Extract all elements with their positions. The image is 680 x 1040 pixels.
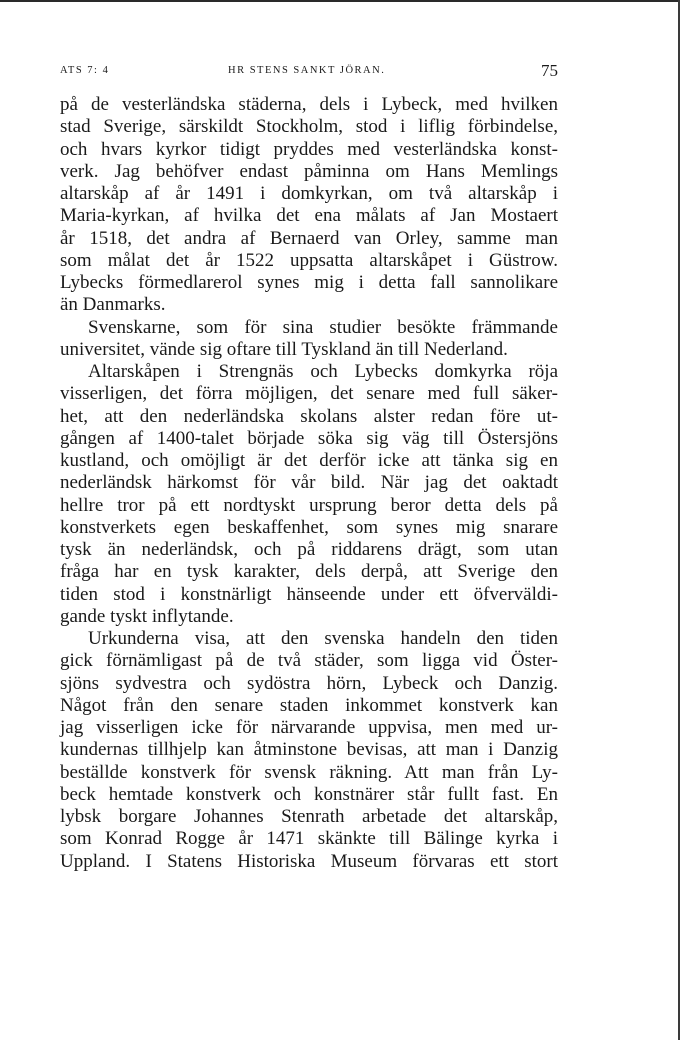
text-line: Något från den senare staden inkommet konstverk kan [60, 694, 558, 716]
page-number: 75 [541, 61, 558, 80]
text-line: tiden stod i konstnärligt hänseende under ett öfverväldi- [60, 583, 558, 605]
text-line: verk. Jag behöfver endast påminna om Hans Memlings [60, 160, 558, 182]
text-line: gick förnämligast på de två städer, som ligga vid Öster- [60, 650, 558, 672]
header-title: HR STENS SANKT JÖRAN. [228, 65, 386, 76]
running-header [60, 62, 558, 82]
text-line: fråga har en tysk karakter, dels derpå, att Sverige den [60, 561, 558, 583]
text-line: universitet, vände sig oftare till Tyskland än till Nederland. [60, 338, 508, 360]
text-line: jag visserligen icke för närvarande uppvisa, men med ur- [60, 717, 558, 738]
text-line: och hvars kyrkor tidigt pryddes med vesterländska konst- [60, 138, 558, 160]
text-line: som målat det år 1522 uppsatta altarskåpet i Güstrow. [60, 249, 558, 271]
text-line: altarskåp af år 1491 i domkyrkan, om två altarskåp i [60, 183, 558, 204]
text-line: sjöns sydvestra och sydöstra hörn, Lybeck och Danzig. [60, 672, 558, 694]
text-line: nederländsk härkomst för vår bild. När jag det oaktadt [60, 472, 558, 494]
text-line: konstverkets egen beskaffenhet, som synes mig snarare [60, 516, 558, 538]
text-line: het, att den nederländska skolans alster redan före ut- [60, 405, 558, 427]
text-line: tysk än nederländsk, och på riddarens drägt, som utan [60, 539, 558, 560]
text-line: visserligen, det förra möjligen, det senare med full säker- [60, 383, 558, 405]
text-line: Lybecks förmedlarerol synes mig i detta fall sannolikare [60, 272, 558, 293]
text-line: hellre tror på ett nordtyskt ursprung beror detta dels på [60, 494, 558, 516]
text-line: lybsk borgare Johannes Stenrath arbetade det altarskåp, [60, 806, 558, 827]
header-journal-ref: ATS 7: 4 [60, 65, 110, 76]
text-line: som Konrad Rogge år 1471 skänkte till Bälinge kyrka i [60, 828, 558, 850]
text-line: beck hemtade konstverk och konstnärer står fullt fast. En [60, 783, 558, 805]
text-line: år 1518, det andra af Bernaerd van Orley, samme man [60, 227, 558, 249]
text-line: kundernas tillhjelp kan åtminstone bevisas, att man i Danzig [60, 739, 558, 761]
paragraph-first-line: Urkunderna visa, att den svenska handeln den tiden [88, 628, 558, 649]
scan-border-top [0, 0, 680, 2]
paragraph-first-line: Svenskarne, som för sina studier besökte främmande [88, 316, 558, 338]
text-line: på de vesterländska städerna, dels i Lybeck, med hvilken [60, 94, 558, 115]
body-text [60, 94, 558, 873]
text-line: stad Sverige, särskildt Stockholm, stod i liflig förbindelse, [60, 116, 558, 138]
text-line: kustland, och omöjligt är det derför icke att tänka sig en [60, 450, 558, 471]
paragraph-first-line: Altarskåpen i Strengnäs och Lybecks domkyrka röja [88, 361, 558, 382]
text-line: Uppland. I Statens Historiska Museum förvaras ett stort [60, 850, 558, 872]
text-line: gången af 1400-talet började söka sig väg till Östersjöns [60, 427, 558, 449]
text-line: beställde konstverk för svensk räkning. Att man från Ly- [60, 761, 558, 783]
text-line: än Danmarks. [60, 294, 166, 316]
text-line: gande tyskt inflytande. [60, 605, 234, 627]
text-line: Maria-kyrkan, af hvilka det ena målats af Jan Mostaert [60, 205, 558, 227]
